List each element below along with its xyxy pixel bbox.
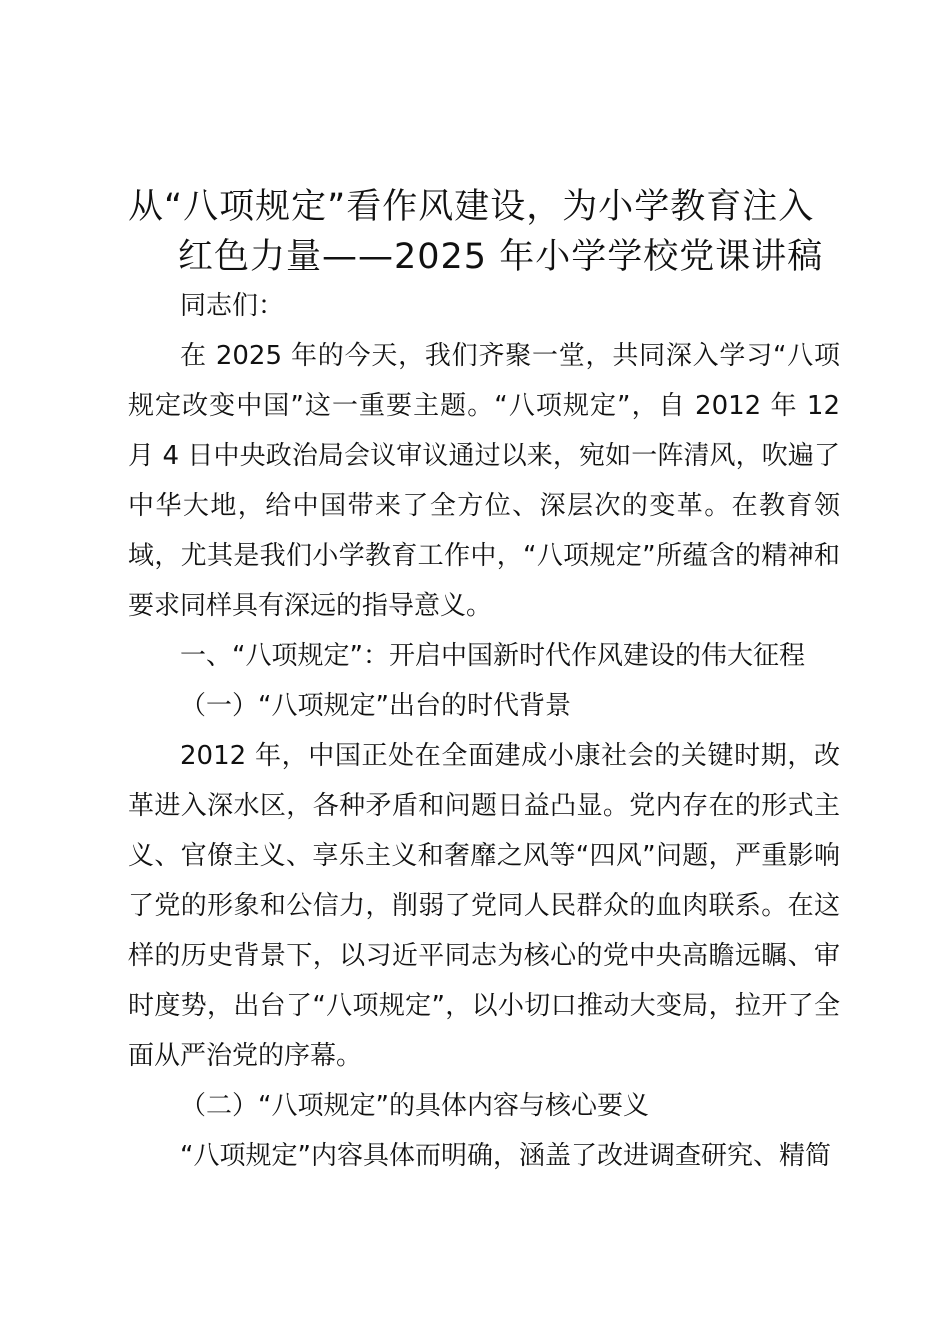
- salutation: 同志们：: [180, 291, 285, 321]
- intro-paragraph: 在 2025 年的今天，我们齐聚一堂，共同深入学习“八项规定改变中国”这一重要主题。“八项规定”，自 2012 年 12 月 4 日中央政治局会议审议通过以来，宛如一阵清风，吹遍了中华大地，给中国带来了全方位、深层次的变革。在教育领域，尤其是我们小学教育工作中，“八项规定”所蕴含的精神和要求同样具有深远的指导意义。: [128, 341, 840, 621]
- subsection-1-heading: （一）“八项规定”出台的时代背景: [180, 691, 571, 721]
- subsection-2-heading: （二）“八项规定”的具体内容与核心要义: [180, 1091, 649, 1121]
- subsection-2-paragraph: “八项规定”内容具体而明确，涵盖了改进调查研究、精简: [180, 1141, 831, 1171]
- section-1-heading: 一、“八项规定”：开启中国新时代作风建设的伟大征程: [180, 641, 805, 671]
- document-body: [128, 281, 840, 1181]
- title-line-1: 从“八项规定”看作风建设，为小学教育注入: [128, 187, 815, 227]
- title-line-2: 红色力量——2025 年小学学校党课讲稿: [178, 237, 824, 277]
- document-title: [128, 182, 848, 282]
- subsection-1-paragraph: 2012 年，中国正处在全面建成小康社会的关键时期，改革进入深水区，各种矛盾和问题日益凸显。党内存在的形式主义、官僚主义、享乐主义和奢靡之风等“四风”问题，严重影响了党的形象和公信力，削弱了党同人民群众的血肉联系。在这样的历史背景下，以习近平同志为核心的党中央高瞻远瞩、审时度势，出台了“八项规定”，以小切口推动大变局，拉开了全面从严治党的序幕。: [128, 741, 840, 1071]
